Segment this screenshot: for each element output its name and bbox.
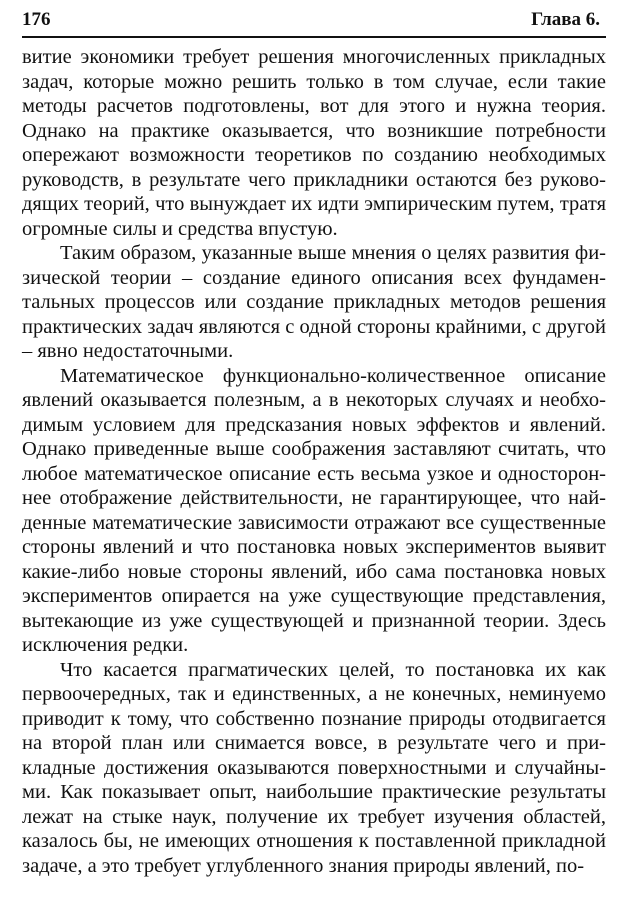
running-header xyxy=(22,6,606,38)
paragraph-pragmatic-goals: Что касается прагматических целей, то постановка их как первоочередных, так и единственных, а не конечных, неминуемо приводит к тому, что собственно познание природы отодвигается на второй план или снимается вовсе, в результате чего и прикладные достижения оказываются поверхностными и случайными. Как показывает опыт, наибольшие практические результаты лежат на стыке наук, получение их требует изучения областей, казалось бы, не имеющих отношения к поставленной прикладной задаче, а это требует углубленного знания природы явлений, по- xyxy=(22,658,606,877)
body-text xyxy=(22,45,606,878)
paragraph-continuation: витие экономики требует решения многочисленных прикладных задач, которые можно решить только в том случае, если такие методы расчетов подготовлены, вот для этого и нужна теория. Однако на практике оказывается, что возникшие потребности опережают возможности теоретиков по созданию необходимых руководств, в результате чего прикладники остаются без руководящих теорий, что вынуждает их идти эмпирическим путем, тратя огромные силы и средства впустую. xyxy=(22,46,606,240)
paragraph-math-description: Математическое функционально-количественное описание явлений оказывается полезным, а в некоторых случаях и необходимым условием для предсказания новых эффектов и явлений. Однако приведенные выше соображения заставляют считать, что любое математическое описание есть весьма узкое и одностороннее отображение действительности, не гарантирующее, что найденные математические зависимости отражают все существенные стороны явлений и что постановка новых экспериментов выявит какие-либо новые стороны явлений, ибо сама постановка новых экспериментов опирается на уже существующие представления, вытекающие из уже существующей и признанной теории. Здесь исключения редки. xyxy=(22,364,606,656)
page-number: 176 xyxy=(22,9,51,30)
chapter-label: Глава 6. xyxy=(531,9,600,30)
paragraph-theory-goals: Таким образом, указанные выше мнения о целях развития физической теории – создание единого описания всех фундаментальных процессов или создание прикладных методов решения практических задач являются с одной стороны крайними, с другой – явно недостаточными. xyxy=(22,242,606,362)
